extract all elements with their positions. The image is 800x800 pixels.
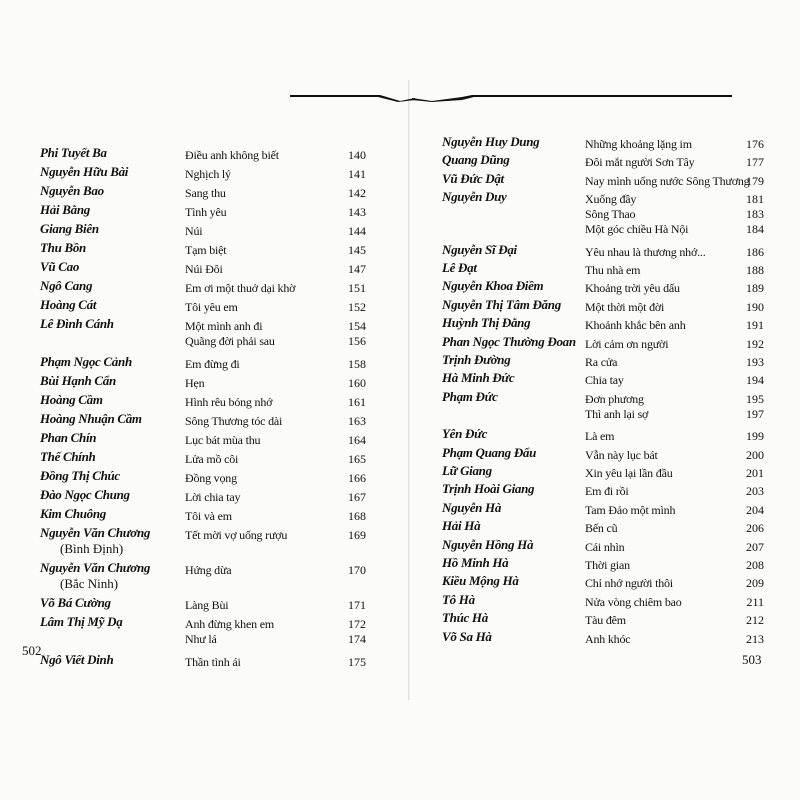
poem-title: Anh khóc [585, 631, 631, 646]
author-name: Phan Chín [40, 430, 97, 445]
page-number: 165 [348, 452, 366, 466]
page-number: 199 [746, 429, 764, 444]
author-name: Quang Dũng [442, 152, 510, 168]
poem-title: Sang thu [185, 186, 226, 200]
author-name: Nguyễn Hồng Hà [442, 536, 534, 552]
poem-title: Sông Thương tóc dài [185, 414, 283, 428]
poem-title: Nửa vòng chiêm bao [585, 594, 682, 609]
page-number: 194 [746, 373, 764, 388]
page-number: 152 [348, 300, 366, 314]
author-name: Trịnh Đường [442, 352, 511, 367]
page-number: 154 [348, 319, 366, 333]
page-number: 213 [746, 631, 764, 646]
author-name: Kiều Mộng Hà [442, 573, 519, 589]
poem-title: Thời gian [585, 558, 630, 572]
author-name: Hà Minh Đức [442, 370, 515, 386]
author-name: Nguyễn Văn Chương [40, 560, 151, 575]
poem-title: Em ơi một thuở dại khờ [185, 281, 296, 295]
poem-title: Hẹn [185, 376, 205, 390]
book-spine [408, 80, 410, 700]
author-name: Thế Chính [40, 449, 96, 464]
poem-title: Tết mời vợ uống rượu [185, 528, 288, 542]
author-name: Nguyễn Huy Dung [442, 134, 540, 149]
author-name: Nguyễn Khoa Điềm [442, 278, 544, 294]
poem-title: Núi [185, 224, 203, 238]
page-number: 167 [348, 490, 366, 504]
author-name: Giang Biên [40, 221, 99, 236]
author-name: Thúc Hà [442, 610, 488, 626]
poem-title: Lời cảm ơn người [585, 336, 669, 351]
author-name: Nguyễn Hà [442, 499, 502, 515]
poem-title: Tôi và em [185, 509, 232, 523]
poem-title: Lời chia tay [185, 490, 241, 504]
poem-title: Nay mình uống nước Sông Thương [585, 173, 750, 188]
page-number: 203 [746, 484, 764, 499]
page-number: 142 [348, 186, 366, 200]
poem-title: Tôi yêu em [185, 300, 238, 314]
page-number: 168 [348, 509, 366, 523]
poem-title: Lục bát mùa thu [185, 433, 261, 447]
poem-title: Tam Đảo một mình [585, 502, 676, 517]
page-number: 204 [746, 502, 764, 517]
page-number: 209 [746, 576, 764, 591]
author-name: Ngô Viết Dinh [40, 652, 114, 667]
author-name: Thu Bồn [40, 240, 86, 255]
poem-title: Xuống đầy [585, 192, 637, 207]
author-name: Hoàng Cầm [40, 392, 103, 407]
page-number: 144 [348, 224, 366, 238]
page-number: 195 [746, 391, 764, 406]
author-name: Hồ Minh Hà [442, 555, 509, 570]
page-number: 141 [348, 167, 366, 181]
poem-title: Thu nhà em [585, 263, 641, 277]
poem-title: Làng Bùi [185, 598, 229, 612]
page-number: 188 [746, 263, 764, 277]
poem-title: Ra cửa [585, 355, 618, 369]
page-number: 163 [348, 414, 366, 428]
page-number: 170 [348, 563, 366, 577]
page-folio-number: 502 [22, 643, 42, 658]
poem-title: Lửa mồ côi [185, 452, 239, 466]
page-number: 192 [746, 336, 764, 351]
page-number: 212 [746, 613, 764, 628]
poem-title: Là em [585, 429, 615, 444]
author-name: Võ Sa Hà [442, 628, 492, 644]
page-number: 156 [348, 334, 366, 348]
poem-title: Một mình anh đi [185, 319, 263, 333]
author-name: Lê Đình Cánh [40, 316, 114, 331]
author-name: Nguyễn Sĩ Đại [442, 241, 517, 257]
author-name: Nguyễn Hữu Bài [40, 164, 129, 179]
poem-title: Tạm biệt [185, 243, 227, 257]
author-name: Nguyễn Thị Tâm Đăng [442, 296, 561, 312]
page-number: 189 [746, 281, 764, 296]
poem-title: Đơn phương [585, 391, 644, 406]
author-name: Phạm Quang Đẩu [442, 444, 537, 460]
page-number: 211 [746, 594, 764, 609]
author-name: Ngô Cang [40, 278, 93, 293]
author-name: Đồng Thị Chúc [40, 468, 120, 483]
page-number: 143 [348, 205, 366, 219]
author-name: Võ Bá Cường [40, 595, 111, 610]
page-number: 147 [348, 262, 366, 276]
page-number: 175 [348, 655, 366, 669]
poem-title: Em đừng đi [185, 357, 240, 371]
poem-title: Xin yêu lại lần đầu [585, 466, 673, 480]
page-number: 197 [746, 406, 764, 421]
page-number: 179 [746, 173, 764, 188]
page-number: 201 [746, 466, 764, 480]
poem-title: Một góc chiều Hà Nội [585, 222, 689, 237]
poem-title: Hứng dừa [185, 563, 232, 577]
page-number: 145 [348, 243, 366, 257]
poem-title: Những khoảng lặng im [585, 137, 692, 151]
author-name: Kim Chuông [40, 506, 107, 521]
page-number: 161 [348, 395, 366, 409]
poem-title: Quãng đời phải sau [185, 334, 275, 348]
page-number: 176 [746, 137, 764, 151]
page-number: 169 [348, 528, 366, 542]
poem-title: Đôi mắt người Sơn Tây [585, 155, 695, 170]
poem-title: Yêu nhau là thương nhớ... [585, 244, 706, 259]
page-number: 160 [348, 376, 366, 390]
poem-title: Một thời một đời [585, 299, 665, 314]
author-name: Vũ Cao [40, 259, 80, 274]
right-page [412, 0, 800, 800]
poem-title: Anh đừng khen em [185, 617, 274, 631]
poem-title: Tình yêu [185, 205, 227, 219]
author-name: Yên Đức [442, 426, 488, 442]
author-region: (Bình Định) [60, 541, 124, 556]
author-name: Phạm Ngọc Cảnh [40, 354, 132, 369]
author-region: (Bắc Ninh) [60, 576, 119, 591]
poem-title: Thần tình ái [185, 655, 241, 669]
page-number: 208 [746, 558, 764, 572]
poem-title: Thì anh lại sợ [585, 406, 649, 421]
poem-title: Em đi rồi [585, 484, 629, 499]
author-name: Đào Ngọc Chung [40, 487, 130, 502]
page-number: 140 [348, 148, 366, 162]
author-name: Phi Tuyết Ba [40, 145, 107, 160]
author-name: Tô Hà [442, 591, 475, 607]
page-number: 186 [746, 244, 764, 259]
page-number: 181 [746, 192, 764, 207]
author-name: Bùi Hạnh Cẩn [40, 373, 116, 388]
poem-title: Đồng vọng [185, 471, 237, 485]
page-number: 193 [746, 355, 764, 369]
author-name: Vũ Đức Dật [442, 170, 504, 186]
page-number: 190 [746, 299, 764, 314]
poem-title: Chỉ nhớ người thôi [585, 576, 673, 591]
poem-title: Tàu đêm [585, 613, 626, 628]
poem-title: Hình rêu bóng nhớ [185, 395, 273, 409]
page-number: 200 [746, 447, 764, 462]
author-name: Phạm Đức [442, 388, 498, 404]
author-name: Lâm Thị Mỹ Dạ [40, 614, 123, 629]
author-name: Hoàng Cát [40, 297, 97, 312]
page-number: 171 [348, 598, 366, 612]
poem-title: Cái nhìn [585, 539, 625, 554]
page-number: 191 [746, 318, 764, 333]
poem-title: Điều anh không biết [185, 148, 279, 162]
poem-title: Núi Đôi [185, 262, 223, 276]
author-name: Huỳnh Thị Đằng [442, 315, 531, 331]
poem-title: Sông Thao [585, 207, 636, 222]
author-name: Hải Hà [442, 518, 481, 534]
page-number: 184 [746, 222, 764, 237]
author-name: Hoàng Nhuận Cầm [40, 411, 142, 426]
author-name: Hải Bằng [40, 202, 90, 217]
page-number: 183 [746, 207, 764, 222]
author-name: Nguyễn Bao [40, 183, 104, 198]
poem-title: Vẫn này lục bát [585, 447, 658, 462]
page-number: 174 [348, 632, 366, 646]
page-number: 206 [746, 521, 764, 536]
poem-title: Chia tay [585, 373, 624, 388]
page-number: 164 [348, 433, 366, 447]
author-name: Lữ Giang [442, 463, 492, 478]
page-folio-number: 503 [742, 652, 762, 667]
author-name: Lê Đạt [442, 260, 477, 275]
page-number: 207 [746, 539, 764, 554]
page-number: 158 [348, 357, 366, 371]
poem-title: Nghịch lý [185, 167, 231, 181]
author-name: Nguyễn Văn Chương [40, 525, 151, 540]
author-name: Phan Ngọc Thường Đoan [442, 333, 576, 349]
page-number: 177 [746, 155, 764, 170]
poem-title: Khoảnh khắc bên anh [585, 318, 686, 333]
page-number: 172 [348, 617, 366, 631]
poem-title: Khoảng trời yêu dấu [585, 281, 680, 296]
poem-title: Bến cũ [585, 521, 618, 536]
page-number: 151 [348, 281, 366, 295]
author-name: Nguyễn Duy [442, 189, 507, 205]
author-name: Trịnh Hoài Giang [442, 481, 535, 497]
poem-title: Như lá [185, 632, 217, 646]
page-number: 166 [348, 471, 366, 485]
